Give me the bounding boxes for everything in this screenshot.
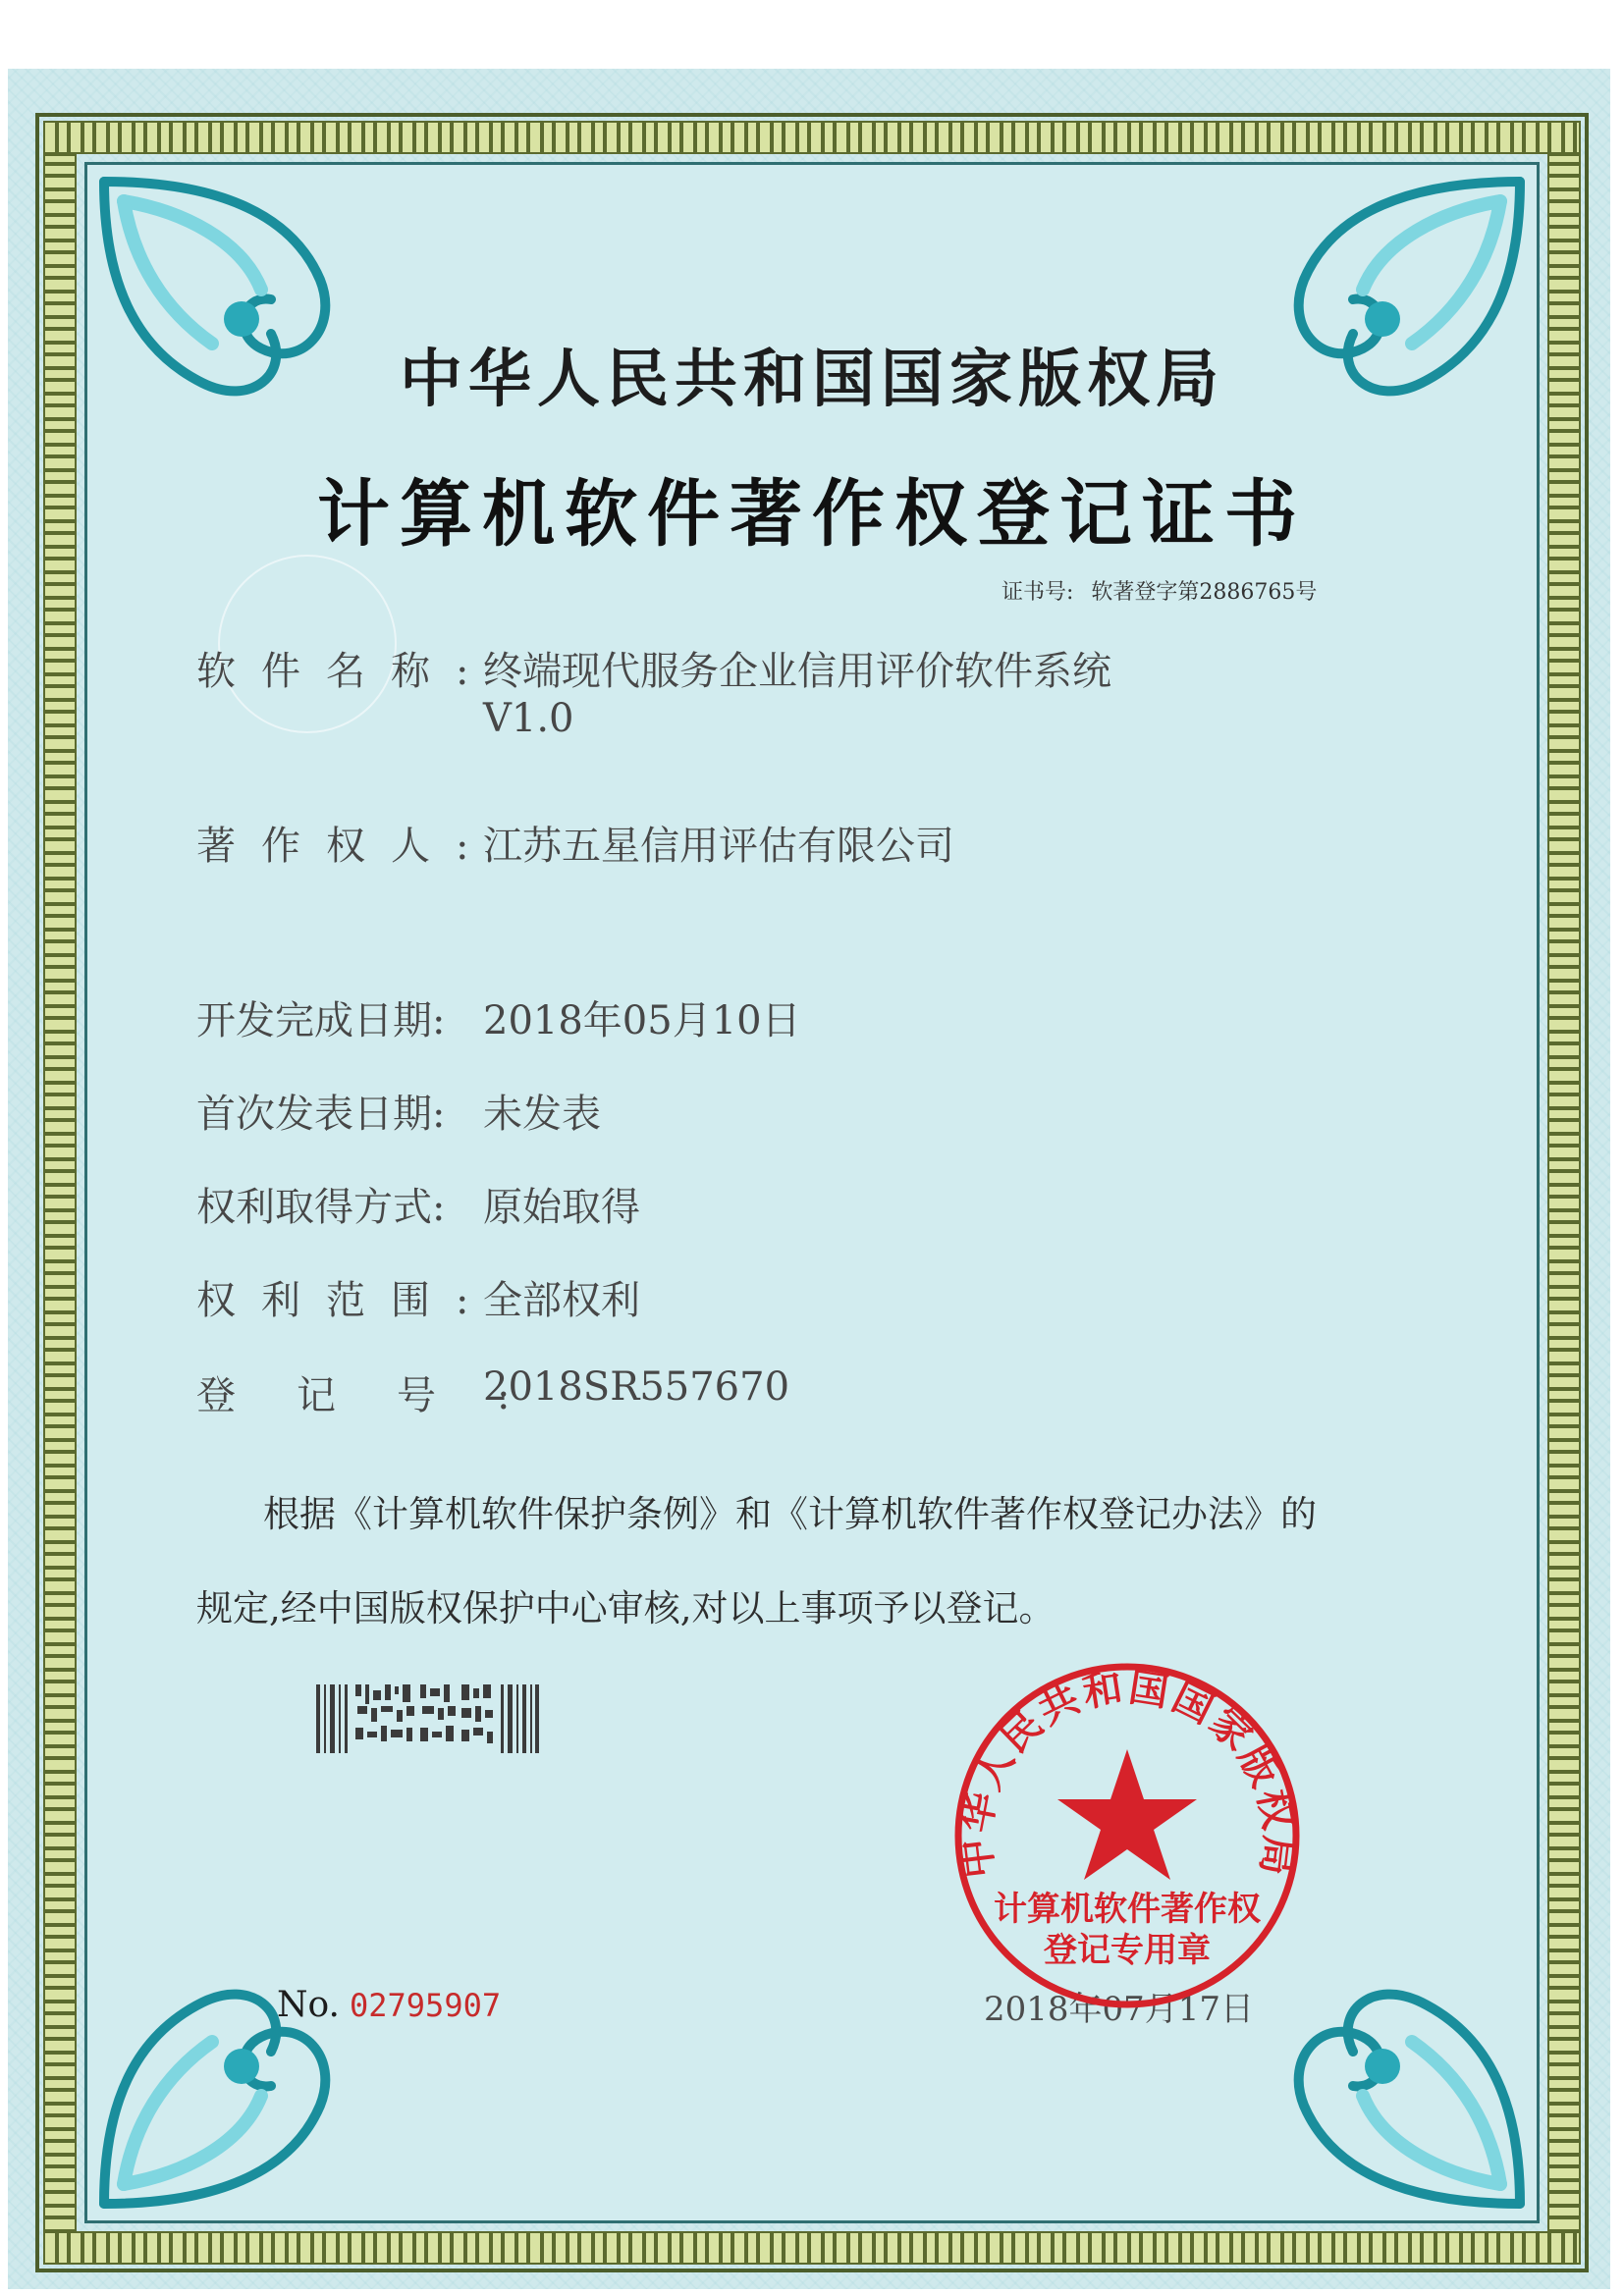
seal-center-line-1: 计算机软件著作权 [994,1890,1261,1929]
field-acquisition-method [196,1176,640,1232]
rights-scope-value: 全部权利 [483,1278,640,1323]
field-rights-scope [196,1269,640,1325]
first-publication-label: 首次发表日期: [196,1092,446,1137]
statement-line-1: 根据《计算机软件保护条例》和《计算机软件著作权登记办法》的 [263,1493,1317,1535]
seal-center-line-2: 登记专用章 [1044,1931,1211,1970]
fret-border-top [43,121,1581,154]
acquisition-method-label: 权利取得方式: [196,1185,446,1230]
seal-star-icon [1057,1749,1197,1880]
software-name-value-block [483,640,1111,741]
certificate-number-label: 证书号: [1001,580,1074,605]
registration-number-value: 2018SR557670 [483,1364,790,1410]
completion-date-value: 2018年05月10日 [483,998,801,1043]
official-red-seal [950,1659,1304,2012]
acquisition-method-value: 原始取得 [483,1185,640,1230]
copyright-owner-label: 著作权人: [196,824,495,869]
field-copyright-owner [196,815,954,871]
serial-number [277,1985,501,2025]
first-publication-value: 未发表 [483,1092,601,1137]
registration-number-label: 登记号: [196,1373,571,1418]
field-software-name [196,640,1111,741]
field-first-publication [196,1083,601,1139]
issue-date: 2018年07月17日 [984,1990,1255,2029]
issuer-title: 中华人民共和国国家版权局 [400,344,1224,416]
certificate-number [1001,575,1334,606]
fret-border-bottom [43,2231,1581,2265]
software-name-value: 终端现代服务企业信用评价软件系统 [483,649,1111,694]
field-registration-number [196,1364,789,1420]
two-d-barcode [312,1677,543,1760]
copyright-owner-value: 江苏五星信用评估有限公司 [483,824,954,869]
field-completion-date [196,989,801,1045]
rights-scope-label: 权利范围: [196,1278,495,1323]
serial-number-value: 02795907 [349,1987,502,2024]
serial-number-label: No. [277,1985,340,2025]
completion-date-label: 开发完成日期: [196,998,446,1043]
certificate-number-value: 软著登字第2886765号 [1091,580,1318,605]
seal-ring-path: 中华人民共和国国家版权局 [952,1665,1302,1881]
statement-line-2: 规定,经中国版权保护中心审核,对以上事项予以登记。 [196,1587,1056,1629]
certificate-title: 计算机软件著作权登记证书 [317,472,1307,557]
software-name-label: 软件名称: [196,649,495,694]
software-version-value: V1.0 [483,696,574,741]
